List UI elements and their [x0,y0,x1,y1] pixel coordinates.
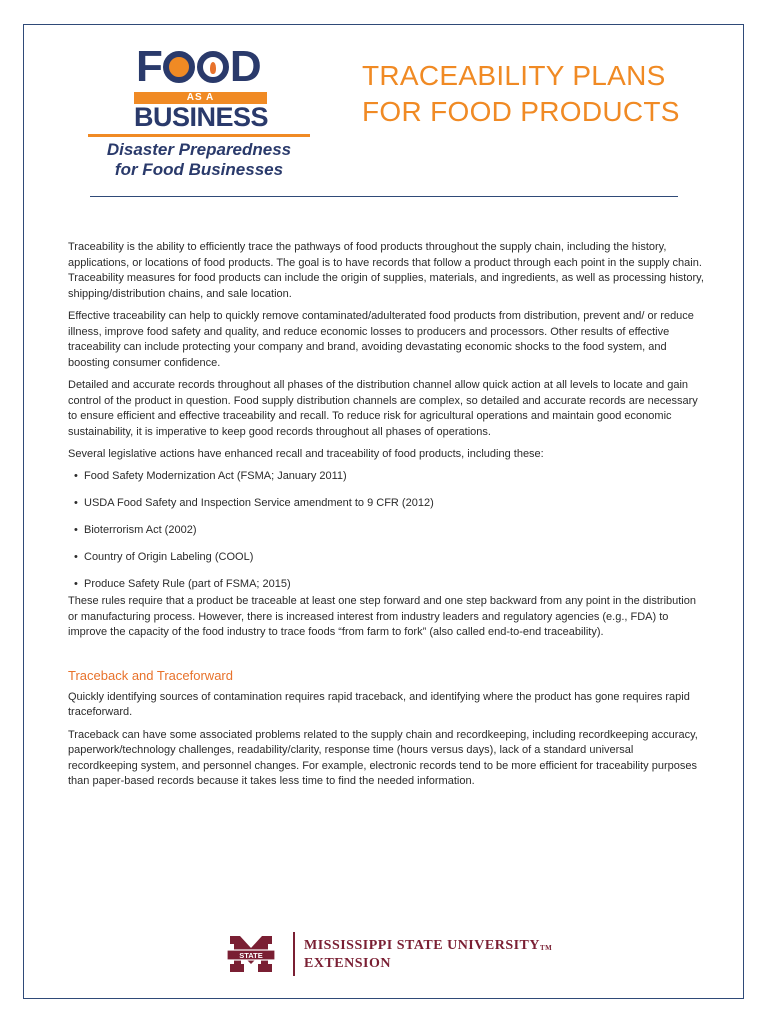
header-divider [90,196,678,197]
msu-extension-wordmark [304,938,552,971]
paragraph: Quickly identifying sources of contamination requires rapid traceback, and identifying where the product has gone requires rapid traceforward. [68,690,690,718]
document-body [68,240,704,797]
extension-label: EXTENSION [304,956,391,971]
paragraph: Several legislative actions have enhanced recall and traceability of food products, including these: [68,448,544,460]
footer-divider [293,932,295,976]
section-heading: Traceback and Traceforward [68,667,233,683]
logo-divider [88,134,310,137]
list-item: • Produce Safety Rule (part of FSMA; 2015) [68,577,704,593]
paragraph: These rules require that a product be traceable at least one step forward and one step backward from any point in the distribution or manufacturing process. However, there is increased interest from industry leaders and regulatory agencies (e.g., FDA) to improve the capacity of the food industry to trace foods “from farm to fork” (also called end-to-end traceability). [68,595,696,638]
logo-as-a-band: AS A [134,92,267,104]
flame-icon [197,51,229,83]
paragraph: Traceback can have some associated problems related to the supply chain and recordkeeping, including recordkeeping accuracy, paperwork/technology challenges, readability/clarity, response time (hours versus days), lack of a standard universal recordkeeping system, and personnel changes. For example, electronic records tend to be more efficient for traceability purposes than paper-based records because it takes less time to find the needed information. [68,728,698,787]
logo-tagline-line2: for Food Businesses [114,160,284,179]
list-item: • Bioterrorism Act (2002) [68,523,704,539]
spoon-icon [163,51,195,83]
msu-state-word: STATE [239,951,263,960]
logo-business-text: BUSINESS [134,102,269,132]
msu-m-state-icon [226,934,276,974]
page-title [362,58,702,130]
list-item: • Food Safety Modernization Act (FSMA; January 2011) [68,469,704,485]
page-title-line2: FOR FOOD PRODUCTS [362,96,680,127]
logo-tagline [88,140,310,180]
page-title-line1: TRACEABILITY PLANS [362,60,666,91]
legislation-list [68,469,704,593]
msu-name: MISSISSIPPI STATE UNIVERSITY [304,938,540,953]
food-as-a-business-logo [88,44,312,184]
logo-food-wordmark: F D [136,42,261,91]
msu-extension-logo [226,930,566,978]
paragraph: Traceability is the ability to efficiently trace the pathways of food products throughout the supply chain, including the history, applications, or locations of food products. The goal is to have records that follow a product through each point in the supply chain. Traceability measures for food products can include the origin of supplies, materials, and ingredients, as well as processing history, shipping/distribution chains, and sale location. [68,241,704,300]
paragraph: Detailed and accurate records throughout all phases of the distribution channel allow quick action at all levels to locate and gain control of the product in question. Food supply distribution channels are complex, so detailed and accurate records are necessary to ensure efficient and effective traceability and recall. To reduce risk for agricultural operations and maintain good economic sustainability, it is imperative to keep good records throughout all phases of operations. [68,379,698,438]
logo-tagline-line1: Disaster Preparedness [106,140,292,159]
trademark-symbol: TM [540,944,553,952]
list-item: • USDA Food Safety and Inspection Service amendment to 9 CFR (2012) [68,496,704,512]
paragraph: Effective traceability can help to quickly remove contaminated/adulterated food products from distribution, prevent and/ or reduce illness, improve food safety and quality, and reduce economic losses to producers and processors. Other results of effective traceability can include protecting your company and brand, avoiding devastating economic shocks to the food system, and boosting consumer confidence. [68,310,694,369]
list-item: • Country of Origin Labeling (COOL) [68,550,704,566]
